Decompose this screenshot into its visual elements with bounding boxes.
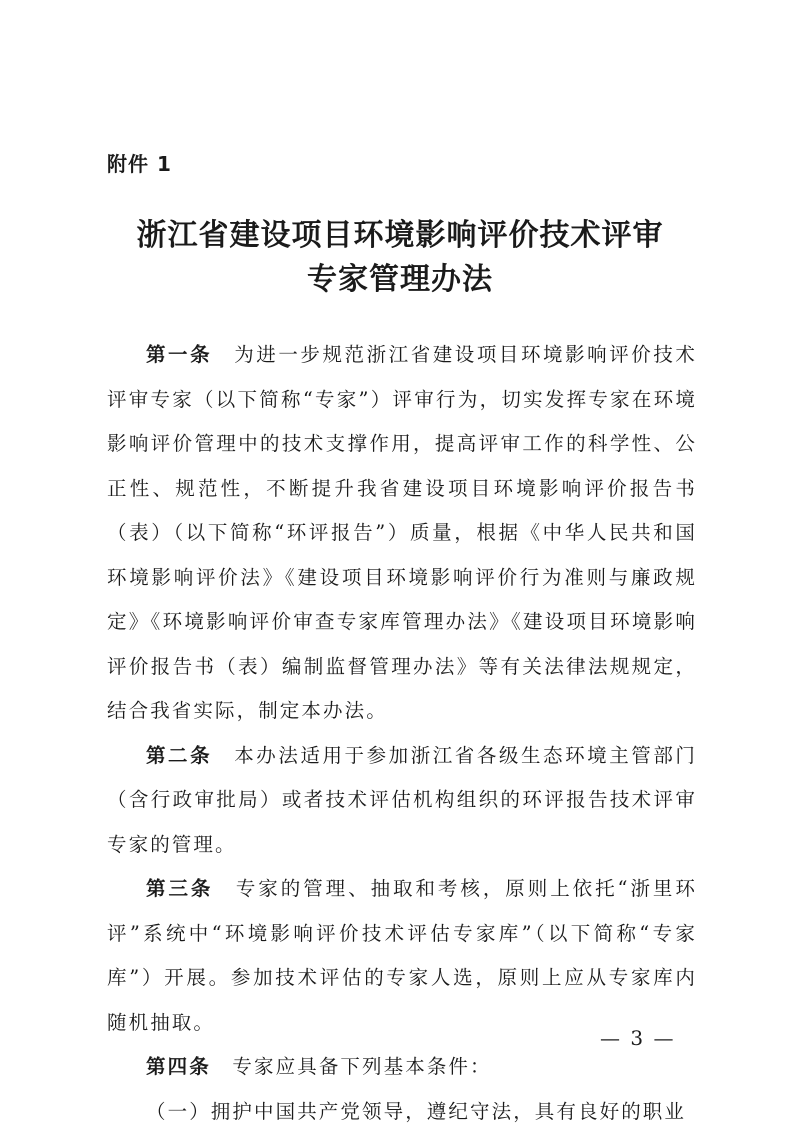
page-number: — 3 — [600,1026,675,1050]
attachment-label: 附件 1 [107,148,172,177]
article-1 [107,333,697,734]
article-4-item-1 [107,1090,697,1134]
article-4 [107,1045,697,1090]
document-body [107,333,697,1134]
article-2-text: 本办法适用于参加浙江省各级生态环境主管部门（含行政审批局）或者技术评估机构组织的环评报告技术评审专家的管理。 [107,744,697,856]
article-3-text: 专家的管理、抽取和考核，原则上依托“浙里环评”系统中“环境影响评价技术评估专家库”（以下简称“专家库”）开展。参加技术评估的专家人选，原则上应从专家库内随机抽取。 [107,877,697,1034]
article-4-item-1-text: （一）拥护中国共产党领导，遵纪守法，具有良好的职业 [146,1100,686,1123]
article-3-label: 第三条 [146,877,213,900]
article-2-label: 第二条 [146,744,212,767]
article-3 [107,867,697,1045]
article-2 [107,734,697,868]
article-4-label: 第四条 [146,1055,211,1078]
document-title-line-2: 专家管理办法 [0,256,800,304]
article-1-text: 为进一步规范浙江省建设项目环境影响评价技术评审专家（以下简称“专家”）评审行为，切实发挥专家在环境影响评价管理中的技术支撑作用，提高评审工作的科学性、公正性、规范性，不断提升我省建设项目环境影响评价报告书（表）（以下简称“环评报告”）质量，根据《中华人民共和国环境影响评价法》《建设项目环境影响评价行为准则与廉政规定》《环境影响评价审查专家库管理办法》《建设项目环境影响评价报告书（表）编制监督管理办法》等有关法律法规规定，结合我省实际，制定本办法。 [107,343,697,722]
document-title-line-1: 浙江省建设项目环境影响评价技术评审 [0,212,800,260]
article-4-text: 专家应具备下列基本条件： [232,1055,491,1078]
article-1-label: 第一条 [146,343,212,366]
